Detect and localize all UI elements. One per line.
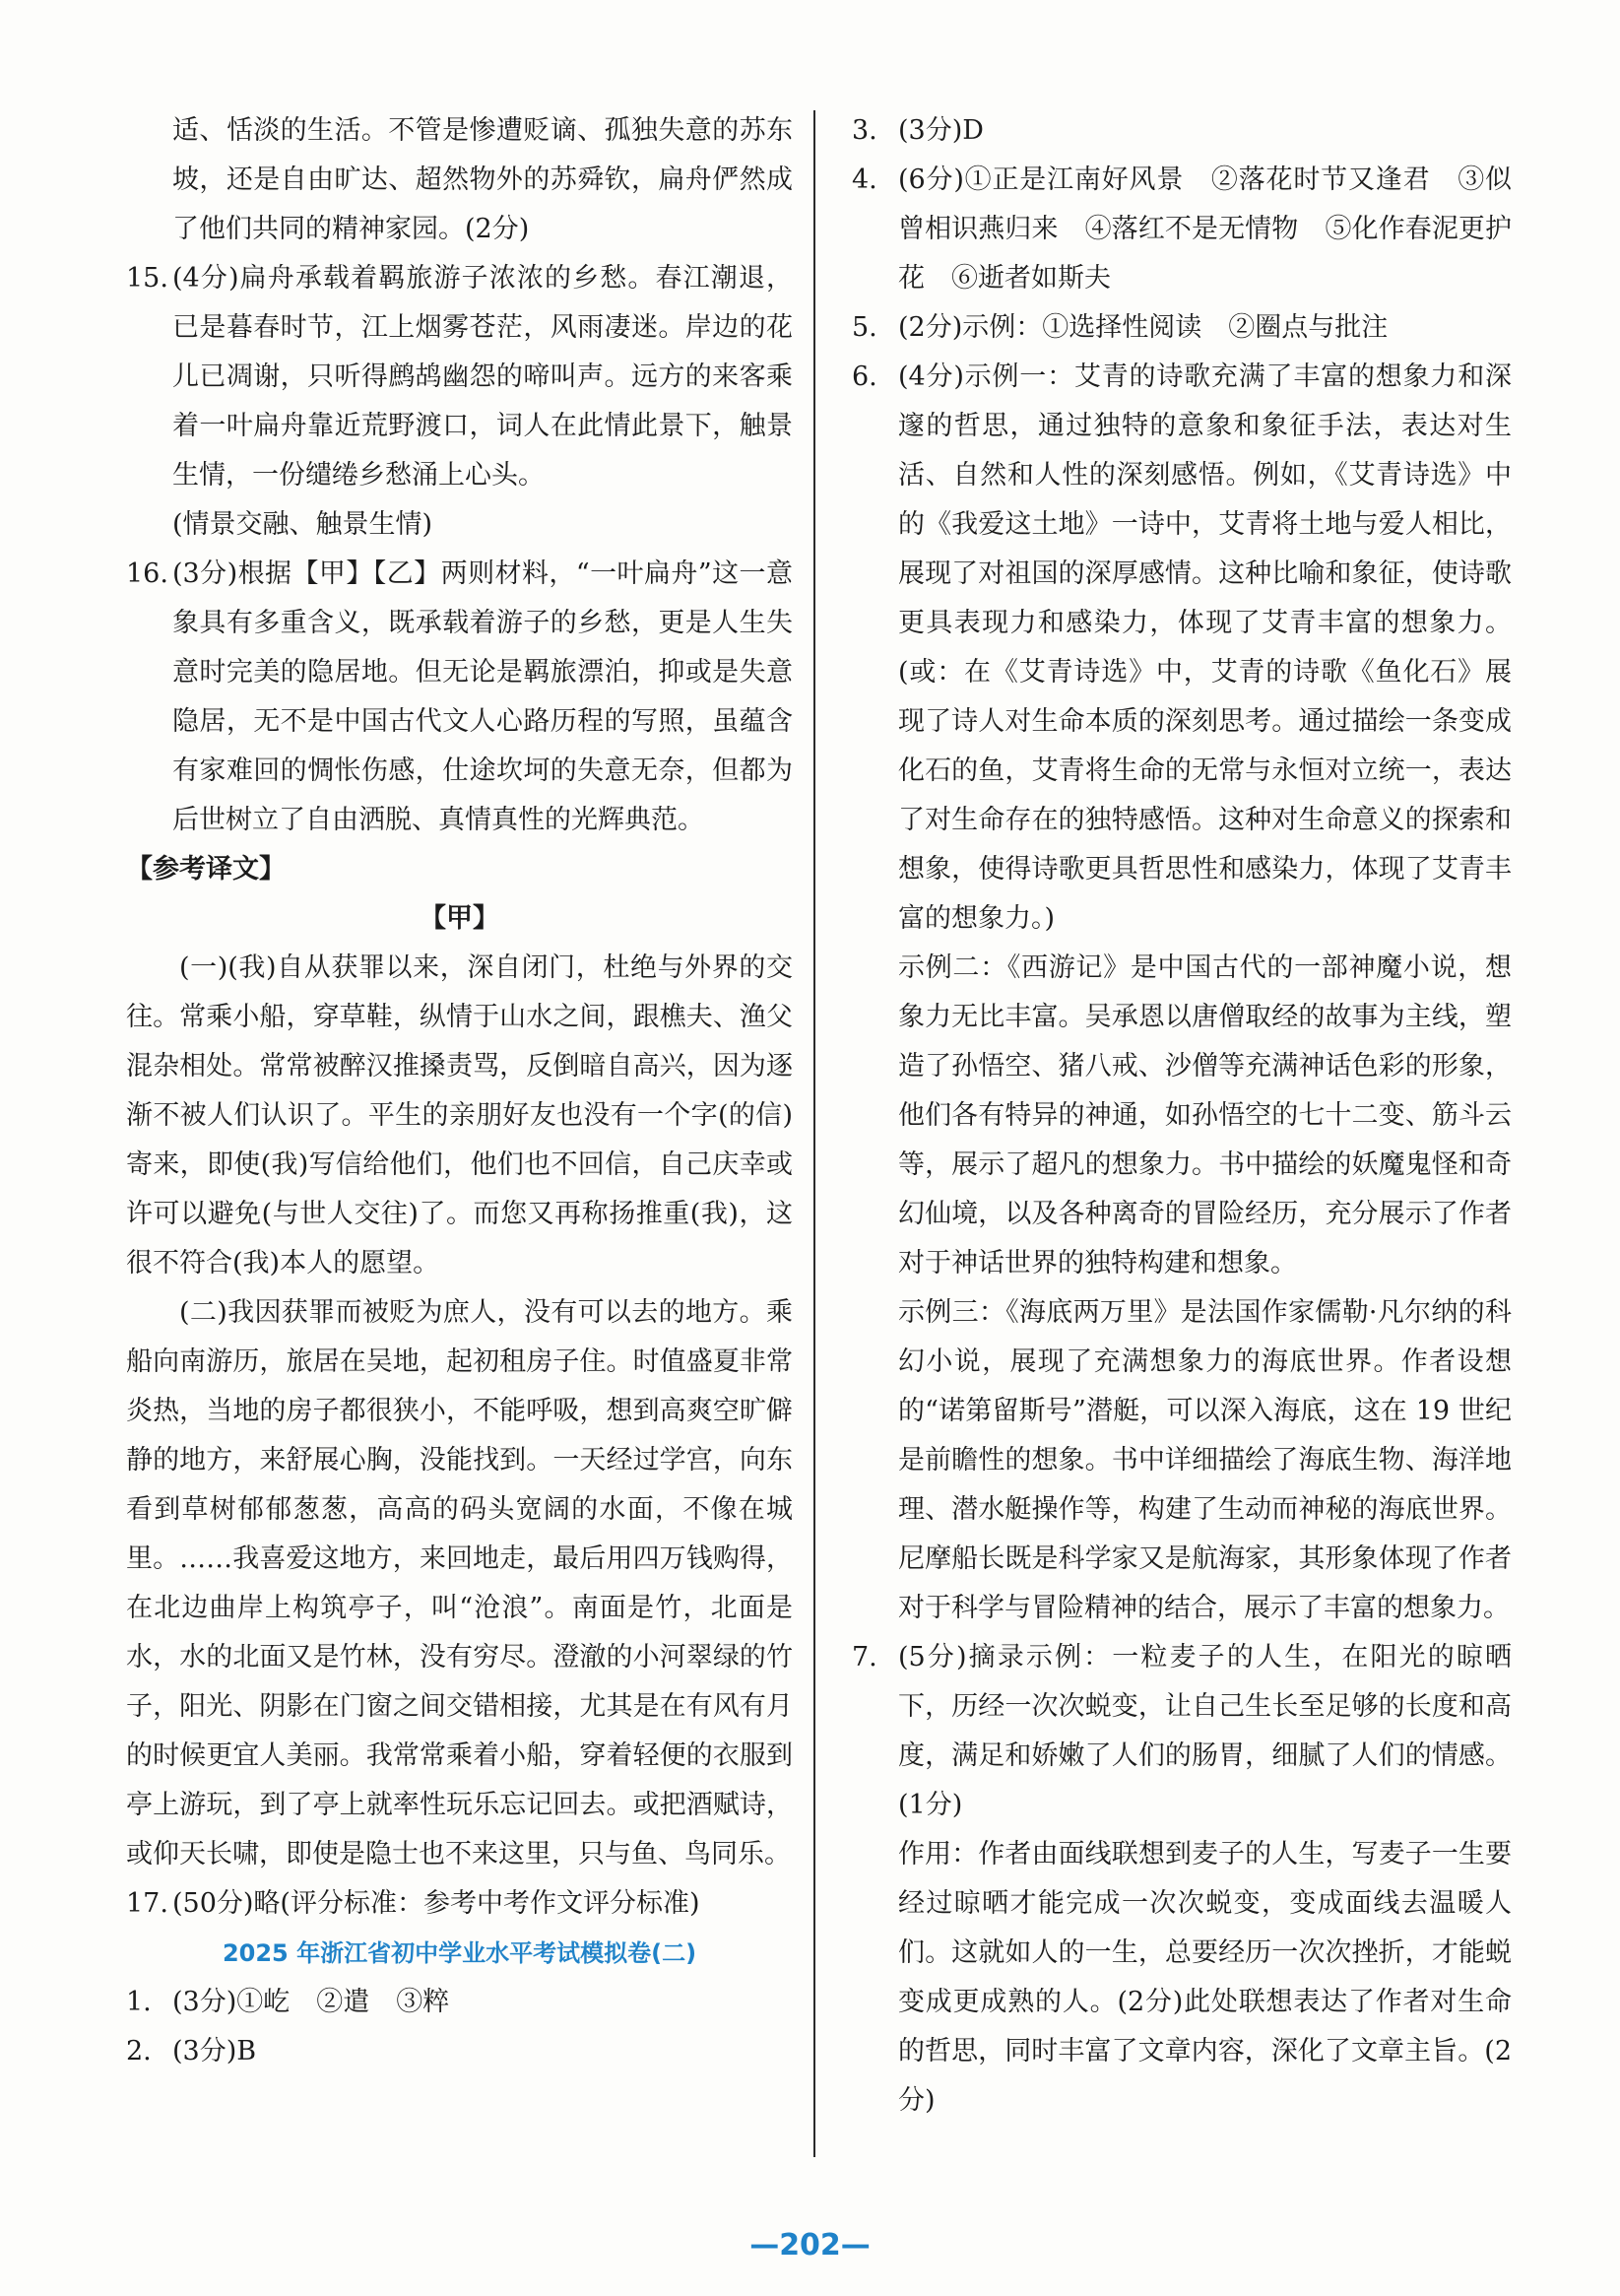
- answer-text: (6分)①正是江南好风景 ②落花时节又逢君 ③似曾相识燕归来 ④落红不是无情物 ⑤化作春泥更护花 ⑥逝者如斯夫: [898, 164, 1512, 294]
- effect-text: 作用：作者由面线联想到麦子的人生，写麦子一生要经过晾晒才能完成一次次蜕变，变成面线去温暖人们。这就如人的一生，总要经历一次次挫折，才能蜕变成更成熟的人。(2分)此处联想表达了作者对生命的哲思，同时丰富了文章内容，深化了文章主旨。(2分): [898, 1839, 1512, 2116]
- answer-number: 17.: [126, 1888, 168, 1919]
- answer-14-continuation: 适、恬淡的生活。不管是惨遭贬谪、孤独失意的苏东坡，还是自由旷达、超然物外的苏舜钦，扁舟俨然成了他们共同的精神家园。(2分): [172, 115, 793, 244]
- answer-text: (4分)示例一：艾青的诗歌充满了丰富的想象力和深邃的哲思，通过独特的意象和象征手法，表达对生活、自然和人性的深刻感悟。例如，《艾青诗选》中的《我爱这土地》一诗中，艾青将土地与爱人相比，展现了对祖国的深厚感情。这种比喻和象征，使诗歌更具表现力和感染力，体现了艾青丰富的想象力。(或：在《艾青诗选》中，艾青的诗歌《鱼化石》展现了诗人对生命本质的深刻思考。通过描绘一条变成化石的鱼，艾青将生命的无常与永恒对立统一，表达了对生命存在的独特感悟。这种对生命意义的探索和想象，使得诗歌更具哲思性和感染力，体现了艾青丰富的想象力。): [898, 361, 1512, 934]
- answer-number: 15.: [126, 263, 168, 294]
- answer-number: 7.: [852, 1642, 877, 1673]
- answer-text: (3分)B: [172, 2036, 257, 2066]
- answer-number: 2.: [126, 2036, 152, 2066]
- answer-note: (情景交融、触景生情): [172, 509, 433, 540]
- answer-15: [126, 254, 793, 550]
- answer-4: [852, 156, 1512, 303]
- answer-number: 3.: [852, 115, 877, 146]
- answer-number: 4.: [852, 164, 877, 195]
- answer-5: [852, 303, 1512, 353]
- reference-translation-heading: 【参考译文】: [126, 854, 286, 885]
- answer-text: (3分)D: [898, 115, 984, 146]
- answer-number: 1.: [126, 1987, 152, 2017]
- answer-text: (5分)摘录示例：一粒麦子的人生，在阳光的晾晒下，历经一次次蜕变，让自己生长至足够的长度和高度，满足和娇嫩了人们的肠胃，细腻了人们的情感。(1分): [898, 1642, 1512, 1820]
- exam-section-title: 2025 年浙江省初中学业水平考试模拟卷(二): [222, 1939, 697, 1967]
- answer-2: [126, 2027, 793, 2076]
- answer-text: (4分)扁舟承载着羁旅游子浓浓的乡愁。春江潮退，已是暮春时节，江上烟雾苍茫，风雨凄迷。岸边的花儿已凋谢，只听得鹧鸪幽怨的啼叫声。远方的来客乘着一叶扁舟靠近荒野渡口，词人在此情此景下，触景生情，一份缱绻乡愁涌上心头。: [172, 263, 793, 491]
- answer-text: (3分)①屹 ②遣 ③粹: [172, 1987, 450, 2017]
- answer-number: 6.: [852, 361, 877, 392]
- answer-number: 5.: [852, 312, 877, 343]
- answer-number: 16.: [126, 558, 168, 589]
- answer-17: [126, 1879, 793, 1929]
- answer-text: (2分)示例：①选择性阅读 ②圈点与批注: [898, 312, 1389, 343]
- example-3: 示例三：《海底两万里》是法国作家儒勒·凡尔纳的科幻小说，展现了充满想象力的海底世界。作者设想的“诺第留斯号”潜艇，可以深入海底，这在 19 世纪是前瞻性的想象。书中详细描绘了海底生物、海洋地理、潜水艇操作等，构建了生动而神秘的海底世界。尼摩船长既是科学家又是航海家，其形象体现了作者对于科学与冒险精神的结合，展示了丰富的想象力。: [898, 1297, 1512, 1623]
- answer-1: [126, 1978, 793, 2027]
- answer-6: [852, 353, 1512, 1633]
- left-column: [126, 106, 793, 2076]
- answer-7: [852, 1633, 1512, 2126]
- column-divider: [813, 110, 815, 2157]
- example-2: 示例二：《西游记》是中国古代的一部神魔小说，想象力无比丰富。吴承恩以唐僧取经的故事为主线，塑造了孙悟空、猪八戒、沙僧等充满神话色彩的形象，他们各有特异的神通，如孙悟空的七十二变、筋斗云等，展示了超凡的想象力。书中描绘的妖魔鬼怪和奇幻仙境，以及各种离奇的冒险经历，充分展示了作者对于神话世界的独特构建和想象。: [898, 952, 1512, 1279]
- right-column: [852, 106, 1512, 2126]
- translation-paragraph-2: (二)我因获罪而被贬为庶人，没有可以去的地方。乘船向南游历，旅居在吴地，起初租房子住。时值盛夏非常炎热，当地的房子都很狭小，不能呼吸，想到高爽空旷僻静的地方，来舒展心胸，没能找到。一天经过学宫，向东看到草树郁郁葱葱，高高的码头宽阔的水面，不像在城里。……我喜爱这地方，来回地走，最后用四万钱购得，在北边曲岸上构筑亭子，叫“沧浪”。南面是竹，北面是水，水的北面又是竹林，没有穷尽。澄澈的小河翠绿的竹子，阳光、阴影在门窗之间交错相接，尤其是在有风有月的时候更宜人美丽。我常常乘着小船，穿着轻便的衣服到亭上游玩，到了亭上就率性玩乐忘记回去。或把酒赋诗，或仰天长啸，即使是隐士也不来这里，只与鱼、鸟同乐。: [126, 1297, 793, 1870]
- answer-text: (50分)略(评分标准：参考中考作文评分标准): [172, 1888, 700, 1919]
- translation-paragraph-1: (一)(我)自从获罪以来，深自闭门，杜绝与外界的交往。常乘小船，穿草鞋，纵情于山水之间，跟樵夫、渔父混杂相处。常常被醉汉推搡责骂，反倒暗自高兴，因为逐渐不被人们认识了。平生的亲朋好友也没有一个字(的信)寄来，即使(我)写信给他们，他们也不回信，自己庆幸或许可以避免(与世人交往)了。而您又再称扬推重(我)，这很不符合(我)本人的愿望。: [126, 952, 793, 1279]
- answer-3: [852, 106, 1512, 156]
- passage-jia-heading: 【甲】: [420, 903, 499, 934]
- answer-text: (3分)根据【甲】【乙】两则材料，“一叶扁舟”这一意象具有多重含义，既承载着游子的乡愁，更是人生失意时完美的隐居地。但无论是羁旅漂泊，抑或是失意隐居，无不是中国古代文人心路历程的写照，虽蕴含有家难回的惆怅伤感，仕途坎坷的失意无奈，但都为后世树立了自由洒脱、真情真性的光辉典范。: [172, 558, 793, 835]
- page-number: —202—: [749, 2228, 871, 2263]
- answer-16: [126, 550, 793, 845]
